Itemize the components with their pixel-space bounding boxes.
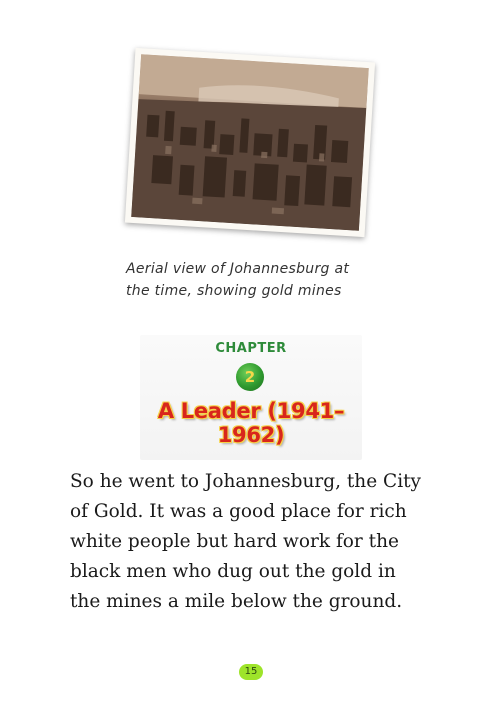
photo-frame	[125, 48, 375, 237]
chapter-title: A Leader (1941–1962)	[157, 399, 345, 447]
johannesburg-aerial-photo	[131, 54, 369, 231]
chapter-number-badge: 2	[236, 363, 264, 391]
body-line: white people but hard work for the	[70, 531, 399, 552]
chapter-heading	[140, 335, 362, 460]
body-line: of Gold. It was a good place for rich	[70, 501, 407, 522]
body-line: black men who dug out the gold in	[70, 561, 396, 582]
body-paragraph	[70, 467, 450, 617]
body-line: the mines a mile below the ground.	[70, 591, 403, 612]
page-number: 15	[239, 664, 263, 680]
chapter-label: CHAPTER	[215, 341, 287, 356]
body-line: So he went to Johannesburg, the City	[70, 471, 422, 492]
caption-line: the time, showing gold mines	[126, 283, 342, 299]
photo-caption	[126, 258, 426, 302]
caption-line: Aerial view of Johannesburg at	[126, 261, 350, 277]
city-skyline-illustration	[131, 54, 369, 231]
